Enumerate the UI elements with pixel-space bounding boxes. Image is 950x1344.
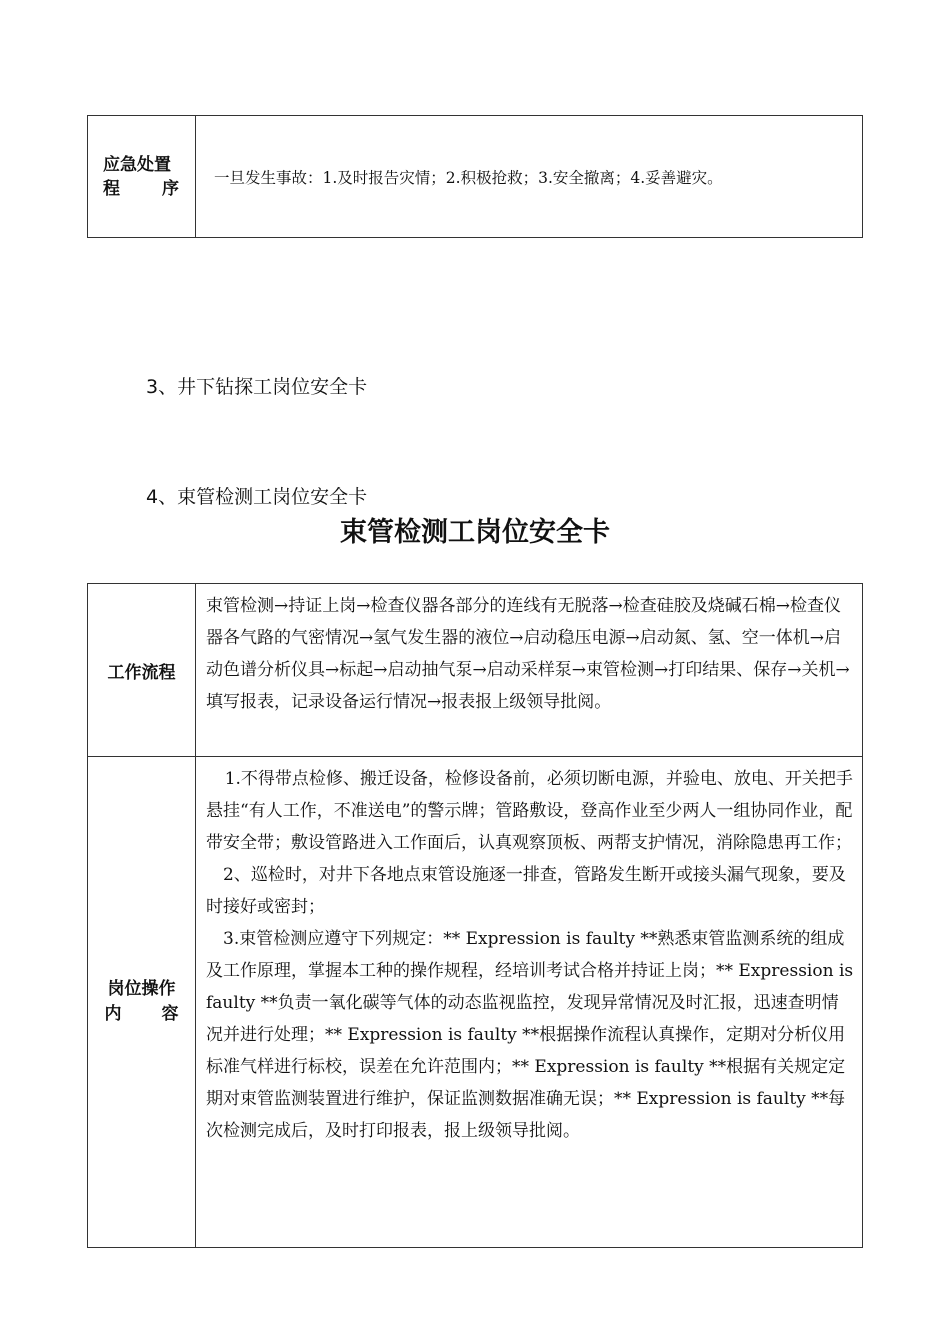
- section-heading-4: 4、束管检测工岗位安全卡: [146, 486, 368, 508]
- emergency-label-char-b: 序: [162, 178, 179, 199]
- operation-label-line1: 岗位操作: [107, 979, 176, 999]
- workflow-row: [88, 584, 863, 757]
- operation-paragraph-3: 3.束管检测应遵守下列规定：** Expression is faulty **熟悉束管监测系统的组成及工作原理，掌握本工种的操作规程，经培训考试合格并持证上岗；** Expression is faulty **负责一氧化碳等气体的动态监视监控，发现异常情况及时汇报，迅速查明情况并进行处理；** Expression is faulty **根据操作流程认真操作，定期对分析仪用标准气样进行标校，误差在允许范围内；** Expression is faulty **根据有关规定定期对束管监测装置进行维护，保证监测数据准确无误；** Expression is faulty **每次检测完成后，及时打印报表，报上级领导批阅。: [206, 929, 854, 1141]
- safety-card-table: [87, 583, 863, 1248]
- operation-paragraph-2: 2、巡检时，对井下各地点束管设施逐一排查，管路发生断开或接头漏气现象，要及时接好或密封；: [206, 865, 846, 917]
- operation-label-char-a: 内: [104, 1004, 122, 1024]
- section-heading-3: 3、井下钻探工岗位安全卡: [146, 376, 368, 398]
- operation-row: [88, 757, 863, 1248]
- operation-label-char-b: 容: [161, 1004, 179, 1024]
- workflow-label: 工作流程: [88, 584, 196, 757]
- operation-paragraph-1: 1.不得带点检修、搬迁设备，检修设备前，必须切断电源，并验电、放电、开关把手悬挂“有人工作，不准送电”的警示牌；管路敷设，登高作业至少两人一组协同作业，配带安全带；敷设管路进入工作面后，认真观察顶板、两帮支护情况，消除隐患再工作；: [206, 769, 853, 853]
- emergency-label-char-a: 程: [103, 178, 120, 199]
- card-title: 束管检测工岗位安全卡: [340, 517, 610, 548]
- operation-content: [196, 757, 863, 1248]
- emergency-procedure-label: [88, 116, 196, 238]
- emergency-label-line2: [103, 177, 179, 201]
- emergency-procedure-content: 一旦发生事故：1.及时报告灾情；2.积极抢救；3.安全撤离；4.妥善避灾。: [196, 116, 863, 238]
- emergency-label-line1: 应急处置: [103, 154, 171, 175]
- operation-label-line2: [105, 1002, 179, 1027]
- workflow-content: 束管检测→持证上岗→检查仪器各部分的连线有无脱落→检查硅胶及烧碱石棉→检查仪器各气路的气密情况→氢气发生器的液位→启动稳压电源→启动氮、氢、空一体机→启动色谱分析仪具→标起→启动抽气泵→启动采样泵→束管检测→打印结果、保存→关机→填写报表，记录设备运行情况→报表报上级领导批阅。: [196, 584, 863, 757]
- emergency-procedure-table: [87, 115, 863, 238]
- operation-label: [88, 757, 196, 1248]
